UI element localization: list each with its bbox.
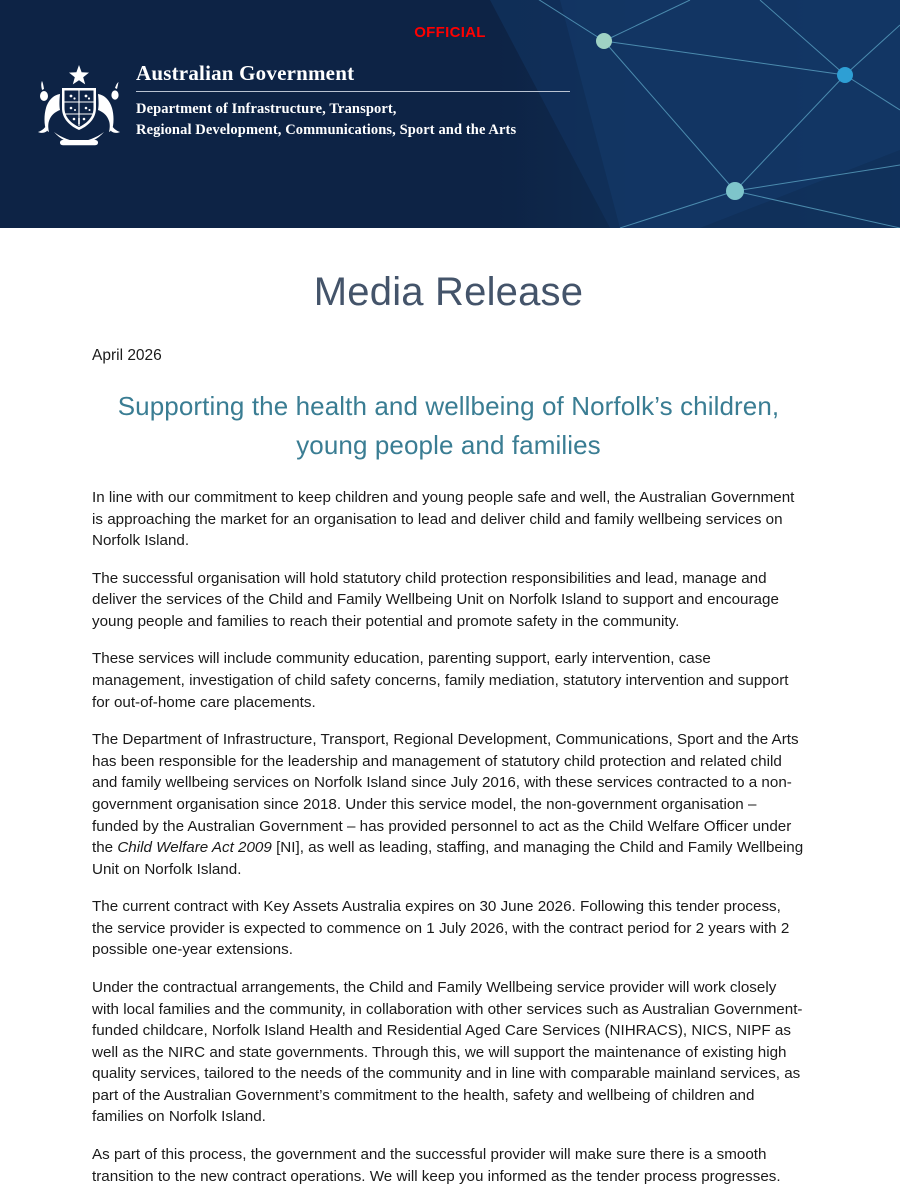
release-body: [92, 487, 805, 1187]
paragraph-2: The successful organisation will hold statutory child protection responsibilities and lead, manage and deliver the services of the Child and Family Wellbeing Unit on Norfolk Island to support and encourage young people and families to reach their potential and promote safety in the community.: [92, 569, 779, 630]
release-subtitle: Supporting the health and wellbeing of Norfolk’s children, young people and families: [117, 391, 780, 460]
australian-government-label: Australian Government: [136, 61, 355, 85]
branding-divider: [136, 91, 570, 92]
paragraph-6: Under the contractual arrangements, the Child and Family Wellbeing service provider will work closely with local families and the community, in collaboration with other services such as Australian Government-funded childcare, Norfolk Island Health and Residential Aged Care Services (NIHRACS), NICS, NIPF as well as the NIRC and state governments. Through this, we will support the maintenance of existing high quality services, tailored to the needs of the community and in line with comparable mainland services, as part of the Australian Government’s commitment to the health, safety and wellbeing of children and families on Norfolk Island.: [92, 978, 803, 1126]
australian-coat-of-arms-icon: [30, 62, 128, 150]
paragraph-7: As part of this process, the government and the successful provider will make sure there is a smooth transition to the new contract operations. We will keep you informed as the tender process progresses.: [92, 1146, 781, 1185]
department-name-block: [136, 62, 570, 140]
paragraph-5: The current contract with Key Assets Australia expires on 30 June 2026. Following this tender process, the service provider is expected to commence on 1 July 2026, with the contract period for 2 years with 2 possible one-year extensions.: [92, 898, 790, 959]
paragraph-4-with-legislation-citation: [92, 729, 805, 880]
document-header-banner: [0, 0, 900, 228]
paragraph-3: These services will include community education, parenting support, early intervention, case management, investigation of child safety concerns, family mediation, statutory intervention and support for out-of-home care placements.: [92, 650, 789, 711]
page-title: Media Release: [313, 270, 584, 314]
government-branding: [30, 62, 570, 150]
paragraph-4-text-after: [NI], as well as leading, staffing, and managing the Child and Family Wellbeing Unit on Norfolk Island.: [92, 839, 804, 878]
department-line-1: Department of Infrastructure, Transport,: [136, 101, 397, 118]
paragraph-1: In line with our commitment to keep children and young people safe and well, the Australian Government is approaching the market for an organisation to lead and deliver child and family wellbeing services on Norfolk Island.: [92, 489, 795, 550]
document-content: [0, 228, 900, 1187]
classification-marking: OFFICIAL: [414, 24, 486, 41]
department-line-2: Regional Development, Communications, Sport and the Arts: [136, 121, 517, 138]
release-date: April 2026: [92, 347, 162, 364]
legislation-citation: Child Welfare Act 2009: [117, 839, 272, 857]
paragraph-4-text-before: The Department of Infrastructure, Transport, Regional Development, Communications, Sport and the Arts has been responsible for the leadership and management of statutory child protection and related child and family wellbeing services on Norfolk Island since July 2016, with these services contracted to a non-government organisation since 2018. Under this service model, the non-government organisation – funded by the Australian Government – has provided personnel to act as the Child Welfare Officer under the: [92, 731, 799, 857]
